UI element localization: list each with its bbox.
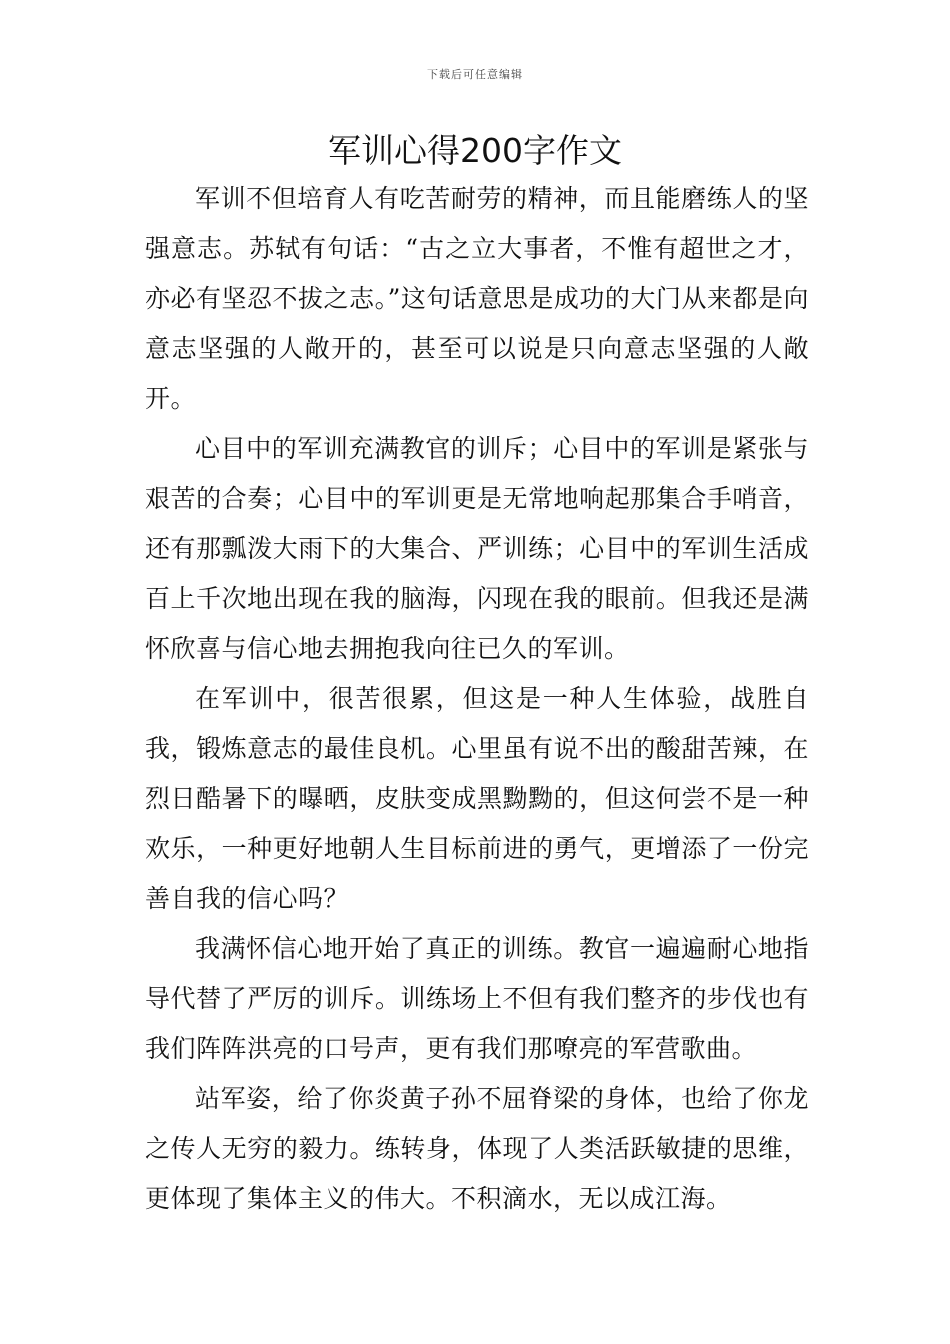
document-title: 军训心得200字作文 xyxy=(328,131,622,170)
paragraph-3: 在军训中，很苦很累，但这是一种人生体验，战胜自我，锻炼意志的最佳良机。心里虽有说不出的酸甜苦辣，在烈日酷暑下的曝晒，皮肤变成黑黝黝的，但这何尝不是一种欢乐，一种更好地朝人生目标前进的勇气，更增添了一份完善自我的信心吗？ xyxy=(145,684,809,913)
paragraph-2: 心目中的军训充满教官的训斥；心目中的军训是紧张与艰苦的合奏；心目中的军训更是无常地响起那集合手哨音，还有那瓢泼大雨下的大集合、严训练；心目中的军训生活成百上千次地出现在我的脑海，闪现在我的眼前。但我还是满怀欣喜与信心地去拥抱我向往已久的军训。 xyxy=(145,434,809,663)
paragraph-5: 站军姿，给了你炎黄子孙不屈脊梁的身体，也给了你龙之传人无穷的毅力。练转身，体现了人类活跃敏捷的思维，更体现了集体主义的伟大。不积滴水，无以成江海。 xyxy=(145,1084,809,1213)
paragraph-1: 军训不但培育人有吃苦耐劳的精神，而且能磨练人的坚强意志。苏轼有句话：“古之立大事者，不惟有超世之才，亦必有坚忍不拔之志。”这句话意思是成功的大门从来都是向意志坚强的人敞开的，甚至可以说是只向意志坚强的人敞开。 xyxy=(145,184,809,413)
document-body xyxy=(145,174,809,1224)
paragraph-4: 我满怀信心地开始了真正的训练。教官一遍遍耐心地指导代替了严厉的训斥。训练场上不但有我们整齐的步伐也有我们阵阵洪亮的口号声，更有我们那嘹亮的军营歌曲。 xyxy=(145,934,809,1063)
header-note: 下载后可任意编辑 xyxy=(427,68,523,81)
